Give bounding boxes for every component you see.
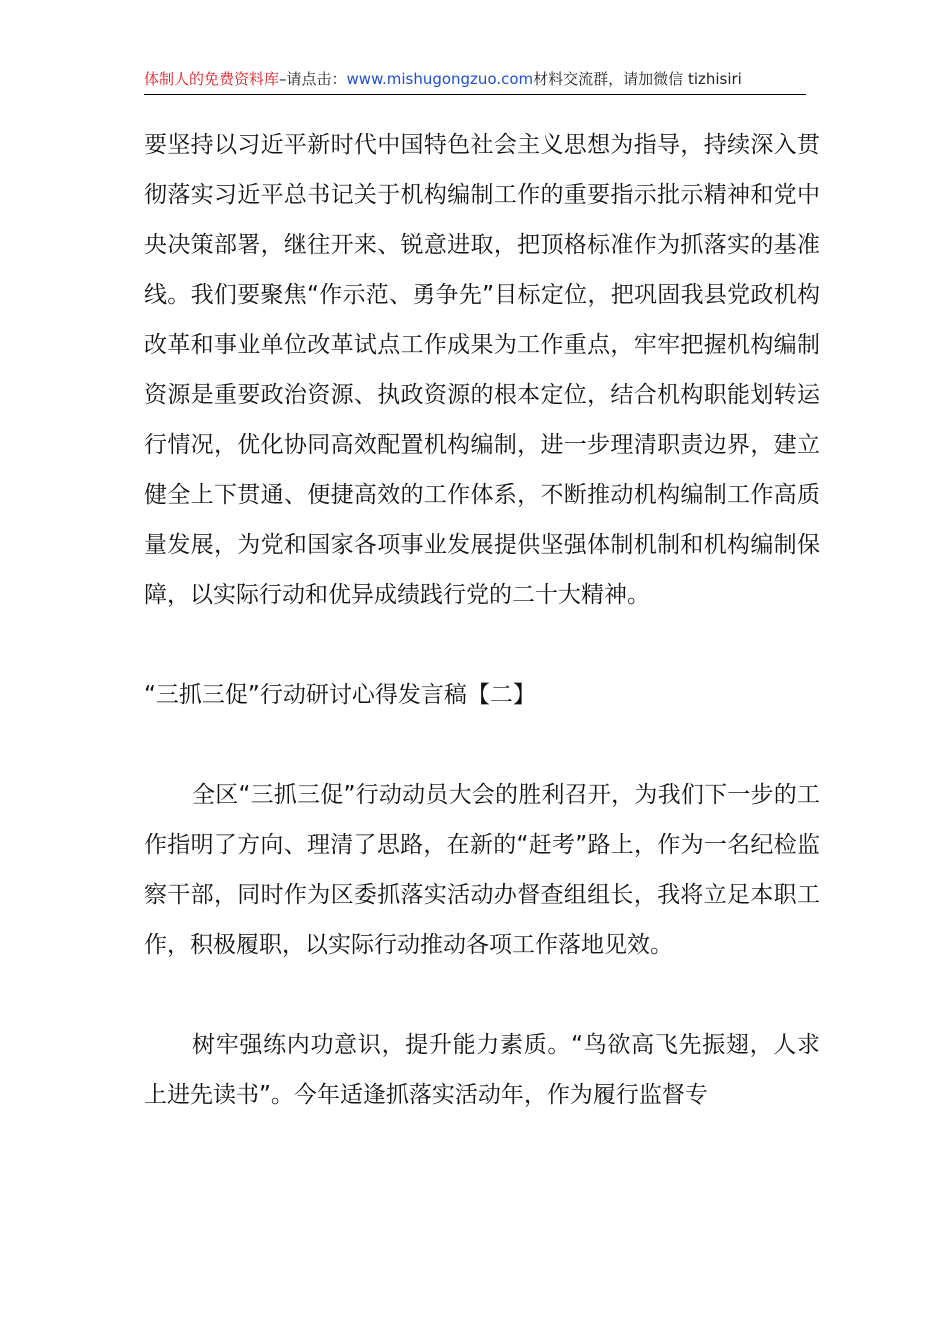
document-body xyxy=(144,120,820,1120)
spacer xyxy=(144,970,820,1020)
spacer xyxy=(144,720,820,770)
section-heading: “三抓三促”行动研讨心得发言稿【二】 xyxy=(144,682,536,708)
spacer xyxy=(144,620,820,670)
header-brand: 体制人的免费资料库 xyxy=(144,70,280,88)
header-prompt: –请点击： xyxy=(279,70,347,88)
page-header xyxy=(144,64,806,95)
paragraph-2: 全区“三抓三促”行动动员大会的胜利召开，为我们下一步的工作指明了方向、理清了思路，在新的“赶考”路上，作为一名纪检监察干部，同时作为区委抓落实活动办督查组组长，我将立足本职工作，积极履职，以实际行动推动各项工作落地见效。 xyxy=(144,782,820,958)
paragraph-1: 要坚持以习近平新时代中国特色社会主义思想为指导，持续深入贯彻落实习近平总书记关于机构编制工作的重要指示批示精神和党中央决策部署，继往开来、锐意进取，把顶格标准作为抓落实的基准线。我们要聚焦“作示范、勇争先”目标定位，把巩固我县党政机构改革和事业单位改革试点工作成果为工作重点，牢牢把握机构编制资源是重要政治资源、执政资源的根本定位，结合机构职能划转运行情况，优化协同高效配置机构编制，进一步理清职责边界，建立健全上下贯通、便捷高效的工作体系，不断推动机构编制工作高质量发展，为党和国家各项事业发展提供坚强体制机制和机构编制保障，以实际行动和优异成绩践行党的二十大精神。 xyxy=(144,132,820,608)
header-contact: 材料交流群，请加微信 tizhisiri xyxy=(533,70,742,88)
header-website-link[interactable]: www.mishugongzuo.com xyxy=(346,70,534,88)
paragraph-3: 树牢强练内功意识，提升能力素质。“鸟欲高飞先振翅，人求上进先读书”。今年适逢抓落实活动年，作为履行监督专 xyxy=(144,1032,820,1108)
